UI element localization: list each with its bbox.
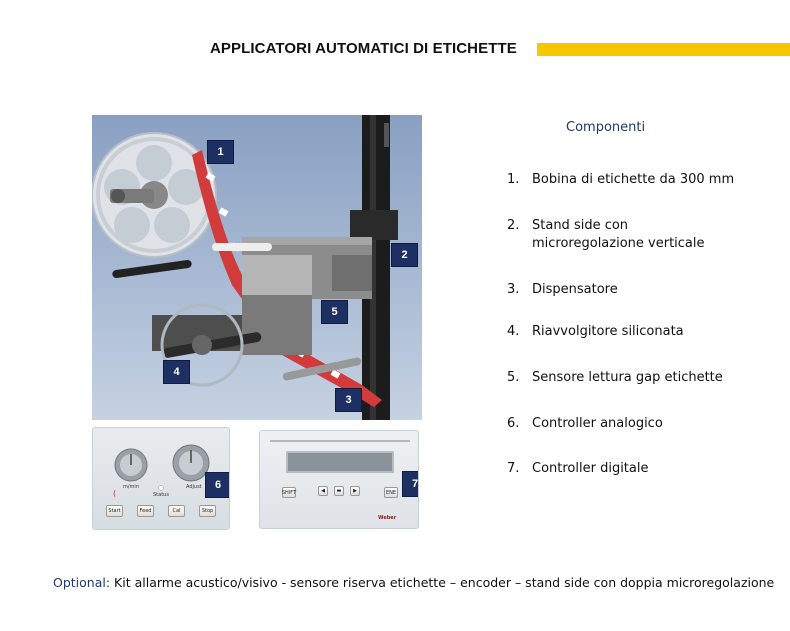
list-item-text: Controller digitale (532, 461, 649, 476)
shift-button[interactable]: SHIFT (282, 487, 296, 498)
status-label: Status (153, 492, 169, 498)
list-item-number: 6. (507, 416, 520, 431)
applicator-photo (92, 115, 422, 420)
callout-6: 6 (205, 472, 230, 498)
list-item-text: Controller analogico (532, 416, 663, 431)
divider-line (270, 440, 410, 442)
list-item-number: 5. (507, 370, 520, 385)
callout-2: 2 (391, 243, 418, 267)
right-arrow-key[interactable]: ▶ (350, 486, 360, 496)
knob-left-label: m/min (123, 484, 139, 490)
knob-right-label: Adjust (186, 484, 202, 490)
optional-label: Optional: (53, 575, 111, 590)
list-item-number: 1. (507, 172, 520, 187)
list-item-text: Stand side con microregolazione verticale (532, 218, 705, 251)
applicator-illustration (92, 115, 422, 420)
callout-1: 1 (207, 140, 234, 164)
title-accent-bar (537, 43, 790, 56)
stop-button[interactable]: Stop (199, 505, 216, 517)
list-item-number: 7. (507, 461, 520, 476)
optional-note (53, 575, 774, 590)
left-arrow-key[interactable]: ◀ (318, 486, 328, 496)
components-heading: Componenti (566, 120, 646, 135)
callout-4: 4 (163, 360, 190, 384)
list-item-number: 2. (507, 218, 520, 233)
feed-button[interactable]: Feed (137, 505, 154, 517)
svg-text:(: ( (113, 489, 117, 498)
up-key[interactable]: ▬ (334, 486, 344, 496)
list-item-number: 4. (507, 324, 520, 339)
analog-controller (92, 427, 230, 530)
callout-7: 7 (402, 471, 419, 497)
callout-5: 5 (321, 300, 348, 324)
lcd-display (286, 451, 394, 473)
digital-controller (259, 430, 419, 529)
brand-label: Weber (378, 515, 397, 521)
optional-text: Kit allarme acustico/visivo - sensore riserva etichette – encoder – stand side con doppia microregolazione (114, 575, 775, 590)
ene-button[interactable]: ENE (384, 487, 398, 498)
list-item-text: Sensore lettura gap etichette (532, 370, 723, 385)
start-button[interactable]: Start (106, 505, 123, 517)
list-item-text: Riavvolgitore siliconata (532, 324, 684, 339)
cal-button[interactable]: Cal (168, 505, 185, 517)
list-item-number: 3. (507, 282, 520, 297)
list-item-text: Dispensatore (532, 282, 618, 297)
callout-3: 3 (335, 388, 362, 412)
list-item-text: Bobina di etichette da 300 mm (532, 172, 735, 187)
page-title: APPLICATORI AUTOMATICI DI ETICHETTE (210, 40, 517, 57)
